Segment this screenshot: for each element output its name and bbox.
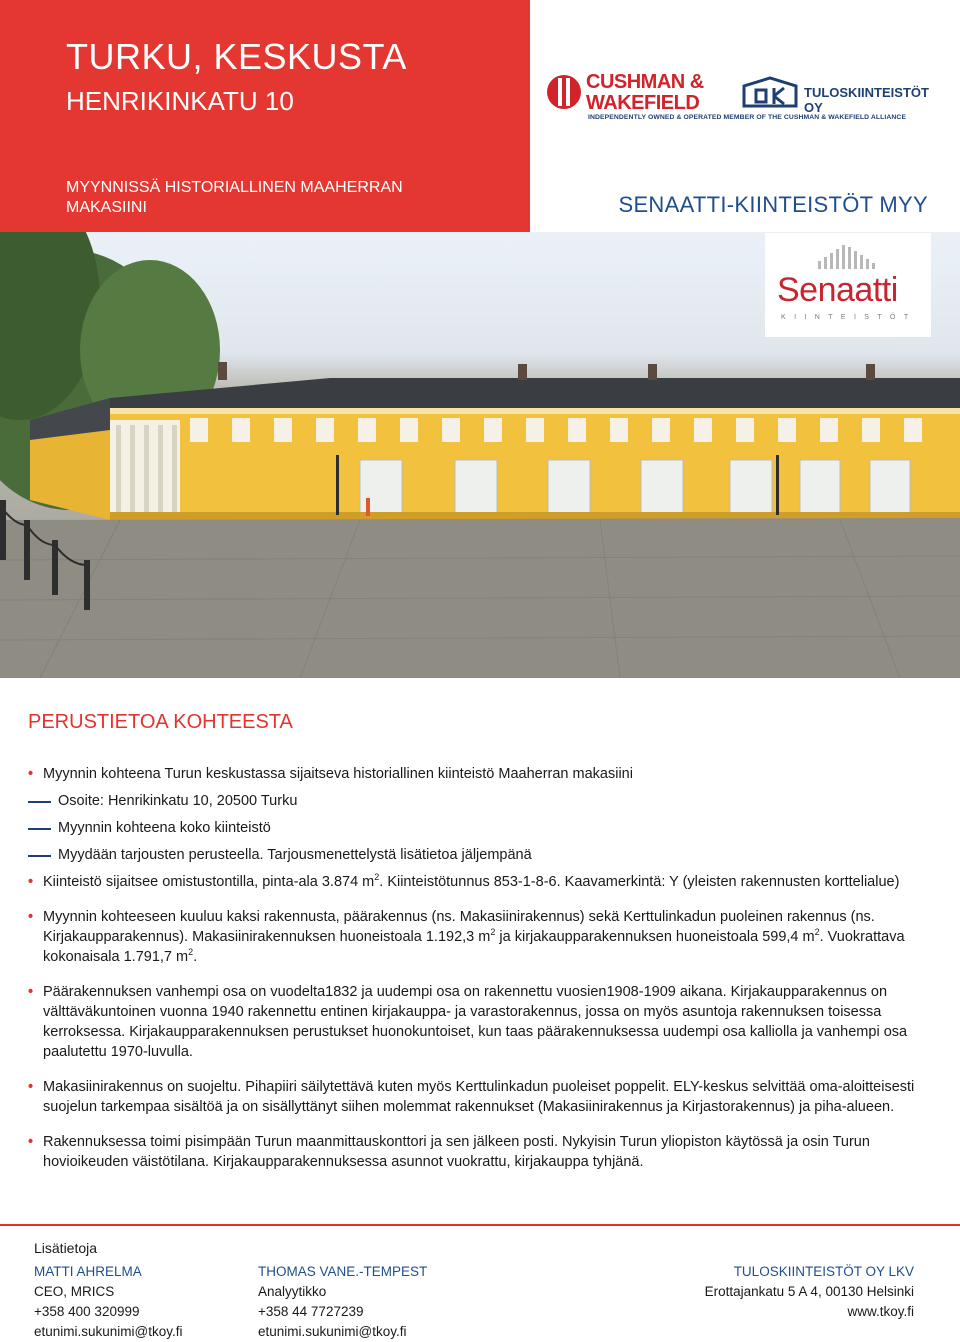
list-item <box>28 1077 938 1117</box>
list-item-text: Rakennuksessa toimi pisimpään Turun maanmittauskonttori ja sen jälkeen posti. Nykyisin Turun yliopiston käytössä ja osin Turun hovioikeuden väistötilana. Kirjakaupparakennuksessa asunnot vuokrattu, kirjakauppa tyhjänä. <box>43 1134 870 1170</box>
senaatti-subtext: KIINTEISTÖT <box>781 314 917 321</box>
contact-phone[interactable]: +358 44 7727239 <box>258 1304 364 1319</box>
contact-name: THOMAS VANE.-TEMPEST <box>258 1264 428 1279</box>
list-item-text: Myynnin kohteena koko kiinteistö <box>58 820 271 836</box>
footer-divider <box>0 1224 960 1226</box>
list-item-text: Myynnin kohteeseen kuuluu kaksi rakennusta, päärakennus (ns. Makasiinirakennus) sekä Kerttulinkadun puoleinen rakennus (ns. Kirjakaupparakennus). Makasiinirakennuksen huoneistoala 1.192,3 m <box>43 909 875 945</box>
list-item <box>28 907 938 967</box>
contact-title: Analyytikko <box>258 1284 327 1299</box>
contact-email[interactable]: etunimi.sukunimi@tkoy.fi <box>258 1324 407 1339</box>
contact-title: CEO, MRICS <box>34 1284 115 1299</box>
sub-list-item <box>28 818 938 838</box>
senaatti-bars-icon <box>778 241 918 271</box>
section-title: PERUSTIETOA KOHTEESTA <box>28 711 293 733</box>
list-item-text: Kiinteistö sijaitsee omistustontilla, pinta-ala 3.874 m <box>43 874 375 890</box>
superscript: 2 <box>188 947 194 958</box>
tuloskiinteistot-emblem-icon <box>742 76 798 108</box>
cushman-line2: WAKEFIELD <box>586 92 700 114</box>
page-subtitle: MYYNNISSÄ HISTORIALLINEN MAAHERRAN MAKASIINI <box>66 179 403 216</box>
senaatti-logo <box>765 233 931 337</box>
contact-phone[interactable]: +358 400 320999 <box>34 1304 140 1319</box>
company-name: TULOSKIINTEISTÖT OY LKV <box>733 1264 914 1279</box>
contact-email[interactable]: etunimi.sukunimi@tkoy.fi <box>34 1324 183 1339</box>
list-item-text: Osoite: Henrikinkatu 10, 20500 Turku <box>58 793 298 809</box>
senaatti-wordmark: Senaatti <box>777 271 898 309</box>
facts-list <box>28 764 938 1179</box>
property-address: HENRIKINKATU 10 <box>66 86 294 116</box>
tuloskiinteistot-wordmark: TULOSKIINTEISTÖT OY <box>804 85 929 115</box>
list-item <box>28 1132 938 1172</box>
list-item <box>28 872 938 892</box>
list-item-text: Päärakennuksen vanhempi osa on vuodelta1832 ja uudempi osa on rakennettu vuosien1908-1909 aikana. Kirjakaupparakennus on välttäväkuntoinen vuonna 1940 rakennettu entinen kirjakauppa- ja varastorakennus, jossa on myös asuntoja rakennuksen toisessa kerroksessa. Kirjakaupparakennuksen perustukset huonokuntoiset, kun taas päärakennuksessa uudempi osa kalliolla ja vanhempi osa paalutettu 1970-luvulla. <box>43 984 908 1060</box>
title-panel <box>0 0 530 232</box>
page-title: TURKU, KESKUSTA <box>66 36 407 77</box>
alliance-tagline: INDEPENDENTLY OWNED & OPERATED MEMBER OF THE CUSHMAN & WAKEFIELD ALLIANCE <box>588 114 907 121</box>
company-website[interactable]: www.tkoy.fi <box>847 1304 914 1319</box>
list-item <box>28 982 938 1062</box>
contact-card <box>34 1262 183 1342</box>
contact-name: MATTI AHRELMA <box>34 1264 142 1279</box>
list-item-text: . Vuokrattava kokonaisala 1.791,7 m <box>43 929 905 965</box>
cushman-emblem-icon <box>546 72 582 114</box>
logo-area <box>530 0 960 232</box>
list-item-text: ja kirjakaupparakennuksen huoneistoala 599,4 m <box>495 929 815 945</box>
list-item <box>28 764 938 784</box>
list-item-text: Myydään tarjousten perusteella. Tarjousmenettelystä lisätietoa jäljempänä <box>58 847 532 863</box>
contact-card <box>258 1262 427 1342</box>
cushman-wakefield-logo <box>546 70 946 130</box>
cushman-line1: CUSHMAN & <box>586 71 704 93</box>
cushman-wordmark <box>586 72 704 114</box>
superscript: 2 <box>490 927 496 938</box>
company-address: Erottajankatu 5 A 4, 00130 Helsinki <box>704 1284 914 1299</box>
list-item-text: . <box>193 949 198 965</box>
list-item-text: Myynnin kohteena Turun keskustassa sijaitseva historiallinen kiinteistö Maaherran makasiini <box>43 766 633 782</box>
footer-label: Lisätietoja <box>34 1240 98 1256</box>
sub-list-item <box>28 791 938 811</box>
list-item-text: Makasiinirakennus on suojeltu. Pihapiiri säilytettävä kuten myös Kerttulinkadun puoleiset poppelit. ELY-keskus selvittää oma-aloitteisesti suojelun tarkempaa sisältöä ja on sisällyttänyt siihen molemmat rakennukset (Makasiinirakennus ja Kirjastorakennus) ja piha-alueen. <box>43 1079 915 1115</box>
superscript: 2 <box>814 927 820 938</box>
sub-list-item <box>28 845 938 865</box>
seller-heading: SENAATTI-KIINTEISTÖT MYY <box>618 192 928 217</box>
superscript: 2 <box>374 872 380 883</box>
company-card <box>705 1262 914 1322</box>
list-item-text: . Kiinteistötunnus 853-1-8-6. Kaavamerkintä: Y (yleisten rakennusten korttelialue) <box>379 874 900 890</box>
